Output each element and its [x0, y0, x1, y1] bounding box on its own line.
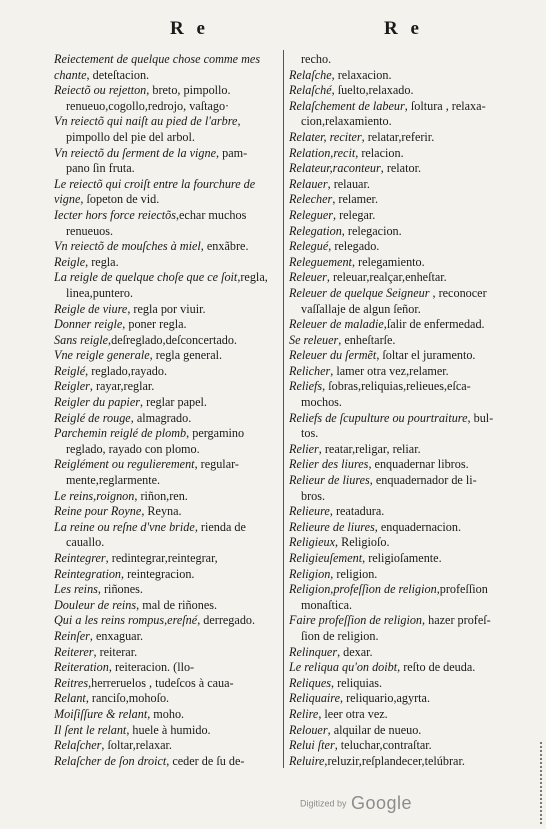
- headword: Relater, reciter: [289, 129, 362, 144]
- dictionary-line: [54, 83, 274, 99]
- dictionary-line: [289, 551, 511, 567]
- dictionary-line: [289, 707, 511, 723]
- translation: , Reyna.: [141, 504, 182, 519]
- dictionary-line: [54, 582, 274, 598]
- translation: ,regla,: [237, 270, 268, 285]
- dictionary-line: [54, 270, 274, 286]
- dictionary-line: [54, 676, 274, 692]
- dictionary-line: [289, 146, 511, 162]
- dictionary-line: [289, 114, 511, 130]
- dictionary-line: [54, 645, 274, 661]
- translation: pam-: [219, 145, 248, 160]
- headword: Reiglé de rouge: [54, 410, 131, 425]
- headword: La reigle de quelque choſe que ce ſoit: [54, 270, 238, 285]
- translation: , reglado,rayado.: [85, 363, 168, 378]
- dictionary-line: [289, 239, 511, 255]
- headword: Relier des liures: [289, 457, 369, 472]
- dictionary-line: [54, 754, 274, 770]
- dictionary-line: [54, 146, 274, 162]
- dictionary-line: [289, 723, 511, 739]
- dictionary-line: [54, 426, 274, 442]
- dictionary-line: [54, 286, 274, 302]
- dictionary-line: [54, 317, 274, 333]
- headword: Reliefs: [289, 379, 323, 394]
- headword: Relouer: [289, 722, 328, 737]
- headword: Le reiectõ qui croiſt entre la fourchure de: [54, 176, 256, 191]
- dictionary-line: [54, 239, 274, 255]
- dictionary-line: [54, 364, 274, 380]
- translation: , reintegracion.: [121, 566, 195, 581]
- translation: , redintegrar,reintegrar,: [105, 551, 218, 565]
- dictionary-line: [289, 645, 511, 661]
- headword: Reliquaire: [289, 691, 340, 706]
- dictionary-line: [54, 333, 274, 349]
- translation: , derregado.: [197, 613, 256, 628]
- dictionary-line: [289, 676, 511, 692]
- translation: ,reluzir,reſplandecer,telúbrar.: [324, 753, 465, 768]
- headword: Religion,profeſſion de religion: [289, 582, 437, 597]
- translation: , relator.: [380, 161, 422, 176]
- translation: , enxãbre.: [200, 239, 249, 254]
- headword: Reiectõ ou rejetton: [54, 83, 147, 98]
- translation: , enquadernar libros.: [368, 457, 469, 472]
- translation: , almagrado.: [130, 410, 192, 425]
- translation: , ſobras,reliquias,relieues,eſca-: [322, 379, 471, 394]
- headword: Relateur,raconteur: [289, 161, 381, 176]
- translation: , relegar.: [333, 207, 376, 222]
- dictionary-line: [289, 629, 511, 645]
- headword: Relui ſter: [289, 738, 335, 753]
- translation: cion,relaxamiento.: [301, 114, 392, 129]
- translation: linea,puntero.: [66, 285, 134, 300]
- dictionary-line: [289, 161, 511, 177]
- headword: Le reins,roignon: [54, 488, 135, 503]
- translation: , Religioſo.: [335, 535, 390, 550]
- translation: , enheſtarſe.: [338, 332, 396, 347]
- translation: , relegado.: [328, 239, 380, 254]
- translation: , ranciſo,mohoſo.: [85, 691, 170, 706]
- headword: Religieux: [289, 535, 336, 550]
- dictionary-line: [289, 270, 511, 286]
- translation: , riñones.: [97, 582, 143, 597]
- translation: , regla general.: [149, 348, 223, 363]
- headword: Reiglément ou regulierement: [54, 457, 195, 472]
- dictionary-line: [289, 660, 511, 676]
- dictionary-line: [289, 348, 511, 364]
- dictionary-line: [289, 442, 511, 458]
- dictionary-line: [289, 520, 511, 536]
- translation: , deteſtacion.: [86, 67, 150, 82]
- translation: , teluchar,contraſtar.: [334, 738, 432, 753]
- headword: Reinſer: [54, 628, 90, 643]
- translation: , leer otra vez.: [318, 706, 388, 721]
- headword: Relaſchement de labeur: [289, 98, 405, 113]
- translation: pimpollo del pie del arbol.: [66, 129, 195, 144]
- dictionary-line: [54, 302, 274, 318]
- headword: Reitres: [54, 675, 89, 690]
- translation: pano ſin fruta.: [66, 161, 135, 176]
- translation: , ſoltar,relaxar.: [101, 738, 172, 753]
- headword: Relieure de liures: [289, 519, 375, 534]
- dictionary-line: [54, 535, 274, 551]
- headword: Relaſché: [289, 83, 332, 98]
- right-column: [289, 52, 511, 769]
- headword: Reintegration: [54, 566, 122, 581]
- headword: Faire profeſſion de religion: [289, 613, 423, 628]
- headword: Vn reiectõ de mouſches à miel: [54, 239, 201, 254]
- headword: Relegation: [289, 223, 342, 238]
- translation: monaſtica.: [301, 597, 353, 612]
- dictionary-line: [54, 130, 274, 146]
- headword: Reiglé: [54, 363, 86, 378]
- dictionary-line: [54, 224, 274, 240]
- dictionary-line: [54, 629, 274, 645]
- translation: , bul-: [467, 410, 494, 425]
- translation: cauallo.: [66, 535, 105, 550]
- dictionary-line: [289, 192, 511, 208]
- translation: , reſto de deuda.: [397, 660, 476, 675]
- dictionary-line: [289, 286, 511, 302]
- translation: , relegamiento.: [351, 254, 425, 269]
- headword: Reluire: [289, 753, 325, 768]
- translation: ,profeſſion: [436, 582, 488, 597]
- dictionary-line: [289, 364, 511, 380]
- translation: ,ſalir de enfermedad.: [383, 317, 485, 332]
- headword: Releguer: [289, 207, 333, 222]
- headword: Il ſent le relant: [54, 722, 127, 737]
- dictionary-line: [54, 395, 274, 411]
- headword: Relauer: [289, 176, 328, 191]
- dictionary-line: [54, 208, 274, 224]
- translation: , ſoltura , relaxa-: [404, 98, 486, 113]
- dictionary-line: [54, 442, 274, 458]
- dictionary-line: [289, 302, 511, 318]
- dictionary-line: [289, 489, 511, 505]
- translation: , reiterar.: [93, 644, 138, 659]
- translation: , ceder de ſu de-: [166, 753, 245, 768]
- translation: , regla por viuir.: [127, 301, 206, 316]
- translation: , relaxacion.: [331, 67, 392, 82]
- headword: Relire: [289, 706, 319, 721]
- digitized-watermark: [300, 793, 412, 814]
- dictionary-line: [54, 660, 274, 676]
- translation: , dexar.: [337, 644, 373, 659]
- dictionary-line: [54, 99, 274, 115]
- headword: Reigler du papier: [54, 395, 140, 410]
- headword: Reliefs de ſcupulture ou pourtraiture: [289, 410, 468, 425]
- headword: Relicher: [289, 363, 331, 378]
- translation: , enquadernacion.: [374, 519, 462, 534]
- dictionary-line: [289, 333, 511, 349]
- dictionary-line: [54, 691, 274, 707]
- headword: Douleur de reins: [54, 597, 137, 612]
- dictionary-line: [289, 613, 511, 629]
- dictionary-line: [289, 567, 511, 583]
- headword: Vn reiectõ qui naiſt au pied de l'arbre,: [54, 114, 241, 129]
- headword: Religieuſement: [289, 551, 363, 565]
- dictionary-line: [289, 426, 511, 442]
- translation: , riñon,ren.: [134, 488, 188, 503]
- dictionary-line: [289, 738, 511, 754]
- translation: , regla.: [85, 254, 119, 269]
- dictionary-line: [54, 411, 274, 427]
- translation: , reliquario,agyrta.: [340, 691, 431, 706]
- headword: Reiectement de quelque chose comme mes: [54, 52, 261, 66]
- translation: , huele à humido.: [126, 722, 211, 737]
- dictionary-line: [289, 83, 511, 99]
- dictionary-line: [54, 613, 274, 629]
- headword: Relaſcher de ſon droict: [54, 753, 167, 768]
- headword: Releguement: [289, 254, 352, 269]
- dictionary-line: [289, 535, 511, 551]
- translation: , ſuelto,relaxado.: [331, 83, 414, 98]
- headword: Relier: [289, 441, 319, 456]
- translation: , lamer otra vez,relamer.: [330, 363, 449, 378]
- dictionary-line: [289, 457, 511, 473]
- dictionary-line: [54, 114, 274, 130]
- translation: , reconocer: [429, 285, 487, 300]
- translation: , reglar papel.: [139, 395, 207, 410]
- headword: Se releuer: [289, 332, 339, 347]
- translation: , regular-: [194, 457, 239, 472]
- dictionary-line: [289, 691, 511, 707]
- dictionary-line: [289, 317, 511, 333]
- dictionary-line: [289, 411, 511, 427]
- dictionary-line: [54, 504, 274, 520]
- headword: Relieure: [289, 504, 330, 519]
- dictionary-line: [54, 473, 274, 489]
- translation: , reatadura.: [329, 504, 385, 519]
- dictionary-line: [289, 224, 511, 240]
- dictionary-line: [289, 379, 511, 395]
- dictionary-line: [54, 161, 274, 177]
- headword: Les reins: [54, 582, 98, 597]
- translation: mochos.: [301, 395, 342, 410]
- dictionary-line: [54, 707, 274, 723]
- dictionary-line: [289, 598, 511, 614]
- translation: ,herreruelos , tudeſcos à caua-: [88, 675, 234, 690]
- dictionary-line: [54, 738, 274, 754]
- translation: renueuos.: [66, 223, 114, 238]
- headword: Releuer du ſermẽt: [289, 348, 377, 363]
- translation: , poner regla.: [122, 317, 187, 332]
- translation: , reiteracion. (llo-: [108, 660, 195, 675]
- translation: , ſopeton de vid.: [80, 192, 160, 207]
- headword: Relegué: [289, 239, 329, 254]
- headword: Relaſche: [289, 67, 332, 82]
- translation: , reliquias.: [330, 675, 383, 690]
- headword: Reigle: [54, 254, 86, 269]
- dictionary-line: [289, 177, 511, 193]
- headword: Releuer de quelque Seigneur: [289, 285, 430, 300]
- translation: , releuar,realçar,enheſtar.: [326, 270, 447, 285]
- translation: , ſoltar el juramento.: [376, 348, 476, 363]
- headword: Donner reigle: [54, 317, 123, 332]
- dictionary-line: [54, 551, 274, 567]
- headword: Relant: [54, 691, 86, 706]
- running-header: [0, 18, 546, 48]
- translation: , relatar,referir.: [361, 129, 435, 144]
- headword: La reine ou reſne d'vne bride: [54, 519, 195, 534]
- headword: Relinquer: [289, 644, 338, 659]
- headword: Sans reigle: [54, 332, 109, 347]
- headword: Le reliqua qu'on doibt: [289, 660, 398, 675]
- translation: , religion.: [330, 566, 378, 581]
- dictionary-line: [54, 177, 274, 193]
- headword: Relation,recit: [289, 145, 356, 160]
- dictionary-line: [289, 52, 511, 68]
- google-logo: Google: [350, 793, 413, 813]
- header-left: R e: [170, 18, 209, 39]
- dictionary-line: [289, 68, 511, 84]
- headword: Vne reigle generale: [54, 348, 150, 363]
- translation: , pergamino: [186, 426, 245, 441]
- headword: Moiſiſſure & relant: [54, 706, 148, 721]
- translation: , relauar.: [327, 176, 370, 191]
- headword: Relecher: [289, 192, 333, 207]
- translation: , religioſamente.: [362, 551, 442, 565]
- dictionary-line: [54, 598, 274, 614]
- translation: ,deſreglado,deſconcertado.: [108, 332, 237, 347]
- dictionary-line: [289, 255, 511, 271]
- translation: bros.: [301, 488, 326, 503]
- translation: tos.: [301, 426, 319, 441]
- translation: , rayar,reglar.: [89, 379, 155, 394]
- headword: Reintegrer: [54, 551, 106, 565]
- headword: Reiterer: [54, 644, 94, 659]
- headword: Reigle de viure: [54, 301, 128, 316]
- translation: , enquadernador de li-: [369, 473, 477, 488]
- dictionary-line: [289, 473, 511, 489]
- dictionary-line: [54, 348, 274, 364]
- headword: Religion: [289, 566, 331, 581]
- header-right: R e: [384, 18, 423, 39]
- headword: chante: [54, 67, 87, 82]
- translation: , alquilar de nueuo.: [327, 722, 422, 737]
- dictionary-line: [54, 489, 274, 505]
- page-edge-mark: [536, 742, 542, 824]
- translation: reglado, rayado con plomo.: [66, 441, 200, 456]
- left-column: [54, 52, 274, 769]
- dictionary-line: [289, 99, 511, 115]
- translation: , moho.: [147, 706, 185, 721]
- translation: , relegacion.: [341, 223, 402, 238]
- dictionary-line: [54, 192, 274, 208]
- translation: , breto, pimpollo.: [146, 83, 231, 98]
- headword: Qui a les reins rompus,ereſné: [54, 613, 198, 628]
- headword: Releuer de maladie: [289, 317, 384, 332]
- dictionary-line: [289, 130, 511, 146]
- headword: Reliques: [289, 675, 331, 690]
- dictionary-line: [289, 754, 511, 770]
- headword: Reigler: [54, 379, 90, 394]
- dictionary-line: [54, 723, 274, 739]
- translation: renueuo,cogollo,redrojo, vaſtago·: [66, 98, 230, 113]
- dictionary-line: [54, 68, 274, 84]
- dictionary-line: [54, 255, 274, 271]
- dictionary-line: [289, 395, 511, 411]
- headword: vigne: [54, 192, 81, 207]
- dictionary-line: [54, 457, 274, 473]
- headword: Reiteration: [54, 660, 109, 675]
- translation: , rienda de: [194, 519, 246, 534]
- translation: ,echar muchos: [175, 207, 247, 222]
- dictionary-line: [289, 208, 511, 224]
- translation: , mal de riñones.: [136, 597, 218, 612]
- dictionary-line: [289, 582, 511, 598]
- dictionary-line: [54, 52, 274, 68]
- headword: Iecter hors force reiectõs: [54, 207, 176, 222]
- dictionary-line: [54, 567, 274, 583]
- dictionary-line: [54, 520, 274, 536]
- headword: Parchemin reiglé de plomb: [54, 426, 187, 441]
- translation: ſion de religion.: [301, 628, 379, 643]
- translation: mente,reglarmente.: [66, 473, 161, 488]
- headword: Reine pour Royne: [54, 504, 142, 519]
- translation: , hazer profeſ-: [422, 613, 491, 628]
- dictionary-line: [289, 504, 511, 520]
- translation: , reatar,religar, reliar.: [318, 441, 421, 456]
- dictionary-line: [54, 379, 274, 395]
- translation: vaſſallaje de algun ſeñor.: [301, 301, 421, 316]
- column-divider: [283, 50, 284, 768]
- translation: recho.: [301, 52, 332, 66]
- translation: , enxaguar.: [89, 628, 144, 643]
- translation: , relacion.: [355, 145, 404, 160]
- headword: Vn reiectõ du ſerment de la vigne,: [54, 145, 220, 160]
- translation: , relamer.: [332, 192, 378, 207]
- headword: Relieur de liures: [289, 473, 370, 488]
- headword: Releuer: [289, 270, 327, 285]
- headword: Relaſcher: [54, 738, 102, 753]
- watermark-prefix: Digitized by: [300, 798, 347, 809]
